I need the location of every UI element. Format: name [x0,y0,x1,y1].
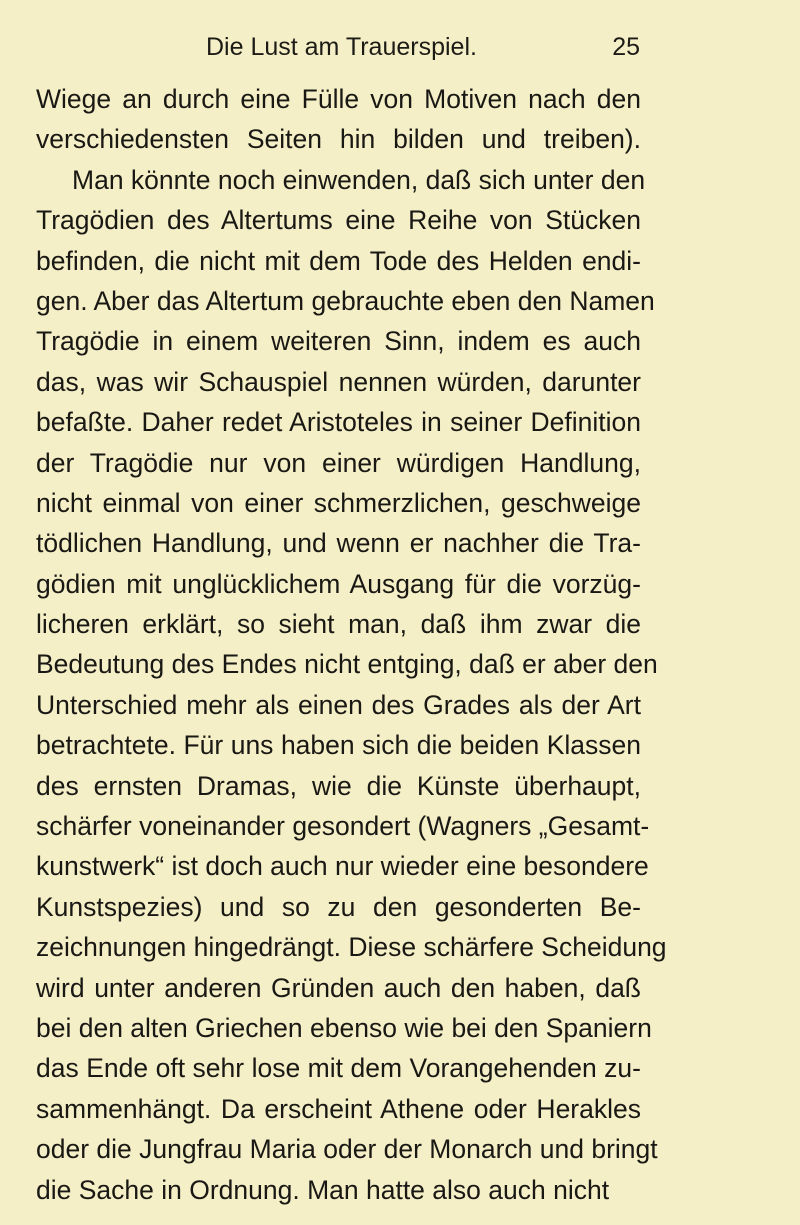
text-line: nicht einmal von einer schmerzlichen, geschweige [36,487,641,518]
text-line: bei den alten Griechen ebenso wie bei den Spaniern [36,1012,652,1043]
page-number: 25 [612,33,640,61]
text-line: des ernsten Dramas, wie die Künste überhaupt, [36,770,641,801]
text-line: sammenhängt. Da erscheint Athene oder Herakles [36,1093,641,1124]
text-line: licheren erklärt, so sieht man, daß ihm zwar die [36,609,641,640]
text-line: Bedeutung des Endes nicht entging, daß er aber den [36,649,658,680]
text-line: oder die Jungfrau Maria oder der Monarch und bringt [36,1134,658,1165]
running-title: Die Lust am Trauerspiel. [206,33,477,61]
text-line: die Sache in Ordnung. Man hatte also auch nicht [36,1174,610,1205]
text-line: verschiedensten Seiten hin bilden und treiben). [36,124,641,155]
text-line: Unterschied mehr als einen des Grades als der Art [36,689,641,720]
text-line: wird unter anderen Gründen auch den haben, daß [36,972,641,1003]
text-line: kunstwerk“ ist doch auch nur wieder eine besondere [36,851,649,882]
text-line: gödien mit unglücklichem Ausgang für die vorzüg- [36,568,641,599]
text-line: zeichnungen hingedrängt. Diese schärfere Scheidung [36,932,667,963]
text-line: Tragödien des Altertums eine Reihe von Stücken [36,205,641,236]
text-line: das Ende oft sehr lose mit dem Vorangehenden zu- [36,1053,641,1084]
text-line: Wiege an durch eine Fülle von Motiven nach den [36,84,641,114]
running-header [0,33,800,65]
text-line: tödlichen Handlung, und wenn er nachher die Tra- [36,528,641,559]
text-line: gen. Aber das Altertum gebrauchte eben den Namen [36,285,655,316]
text-line: befinden, die nicht mit dem Tode des Helden endi- [36,245,641,276]
text-line: betrachtete. Für uns haben sich die beiden Klassen [36,730,641,761]
text-line: Tragödie in einem weiteren Sinn, indem es auch [36,326,641,357]
text-line: befaßte. Daher redet Aristoteles in seiner Definition [36,407,641,438]
text-line: das, was wir Schauspiel nennen würden, darunter [36,366,641,397]
text-line: Man könnte noch einwenden, daß sich unter den [72,164,646,195]
body-text [36,79,667,1210]
text-line: Kunstspezies) und so zu den gesonderten Be- [36,891,641,922]
text-line: der Tragödie nur von einer würdigen Handlung, [36,447,641,478]
text-line: schärfer voneinander gesondert (Wagners „Gesamt- [36,811,650,842]
